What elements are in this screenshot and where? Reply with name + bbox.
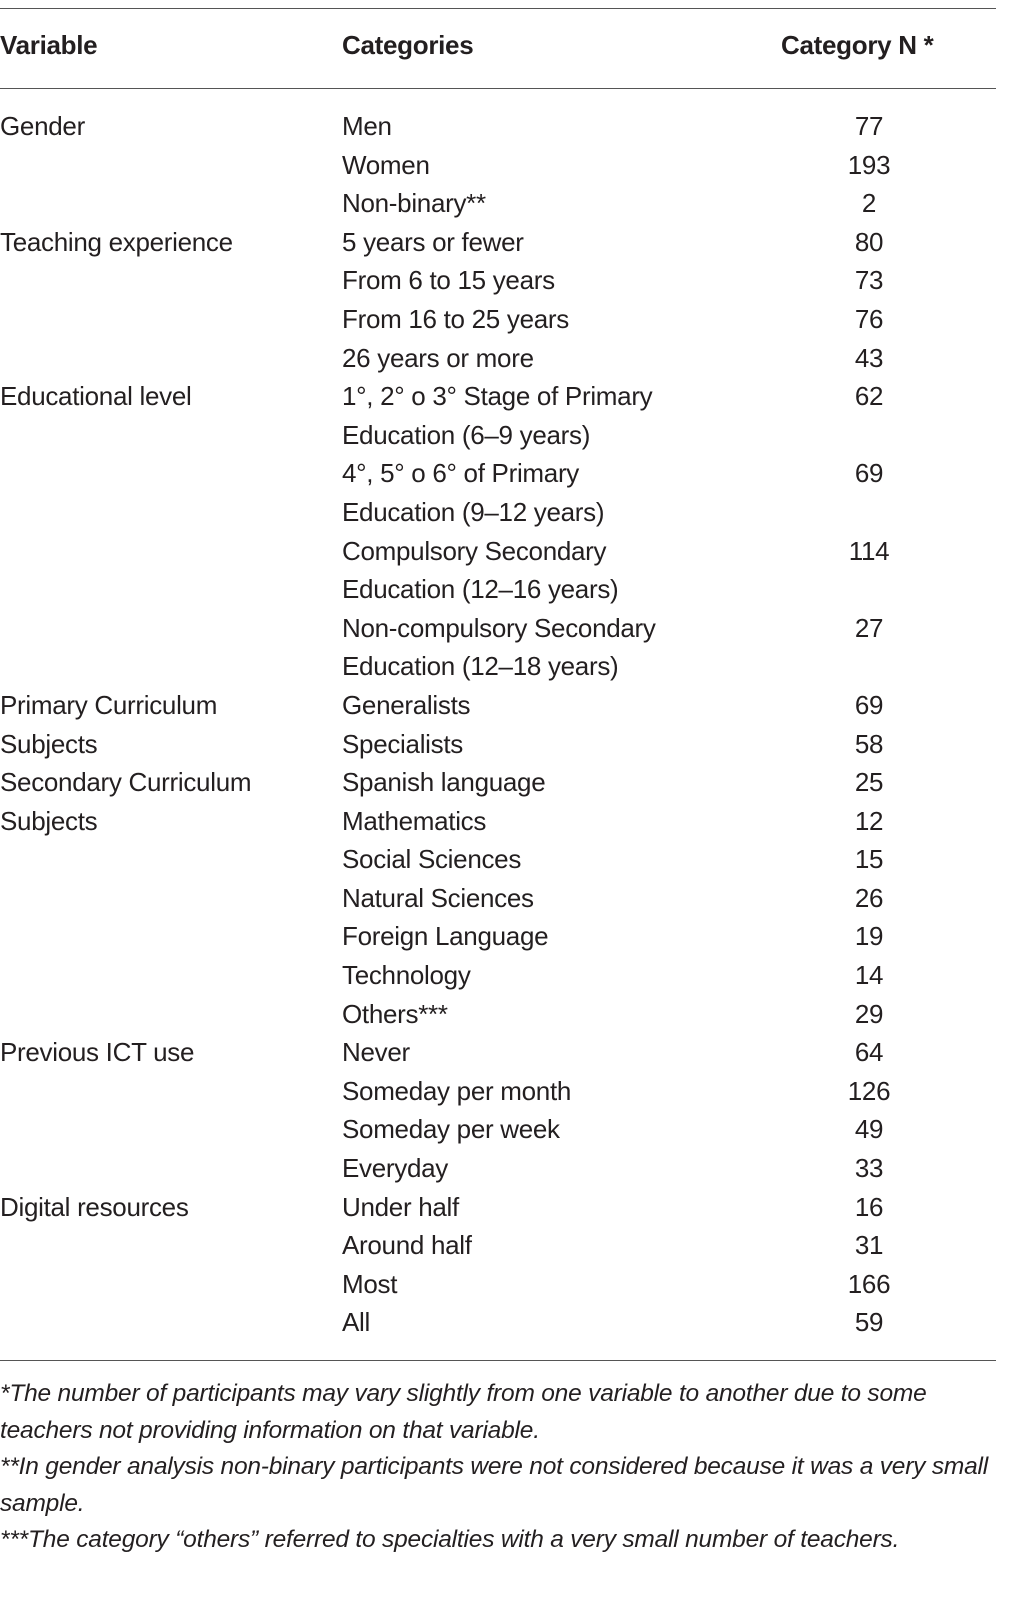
footnote-3: ***The category “others” referred to specialties with a very small number of teachers.: [0, 1526, 900, 1553]
row-n-cell: 80: [854, 226, 884, 257]
row-n-cell: 58: [854, 728, 884, 759]
row-category-cell: Men: [342, 111, 392, 141]
row-n-cell: 114: [848, 535, 890, 566]
table-row: [0, 1072, 996, 1111]
row-n-cell: 14: [854, 960, 884, 991]
table-row: [0, 261, 996, 300]
row-variable-cell: Primary Curriculum: [0, 689, 218, 720]
row-n-cell: 25: [854, 767, 884, 798]
row-n-cell: 77: [854, 111, 884, 141]
table-row: [0, 1265, 996, 1304]
table-row: [0, 532, 996, 571]
row-n-cell: 27: [854, 612, 884, 643]
table-top-rule: [0, 8, 996, 9]
row-n-cell: 31: [854, 1230, 884, 1261]
column-header-categories: Categories: [342, 30, 474, 60]
row-category-cell: All: [342, 1307, 370, 1338]
table-row: [0, 107, 996, 146]
row-category-cell: Most: [342, 1268, 398, 1299]
footnote-1: *The number of participants may vary slightly from one variable to another due to some teachers not providing information on that variable.: [0, 1380, 927, 1444]
row-variable-cell: Secondary Curriculum: [0, 767, 252, 798]
table-row: [0, 184, 996, 223]
row-variable-cell: Gender: [0, 111, 85, 141]
row-variable-cell: Educational level: [0, 381, 192, 412]
row-n-cell: 43: [854, 342, 884, 373]
row-category-cell: Non-compulsory Secondary: [342, 612, 656, 643]
row-category-cell: Natural Sciences: [342, 882, 534, 913]
row-variable-cell: Subjects: [0, 805, 98, 836]
row-n-cell: 76: [854, 303, 884, 334]
table-row: [0, 879, 996, 918]
row-variable-cell: Previous ICT use: [0, 1037, 195, 1068]
row-category-cell: Foreign Language: [342, 921, 549, 952]
table-row: [0, 995, 996, 1034]
table-row: [0, 493, 996, 532]
row-category-cell: Non-binary**: [342, 188, 486, 219]
table-row: [0, 725, 996, 764]
row-variable-cell: Subjects: [0, 728, 98, 759]
table-row: [0, 1226, 996, 1265]
row-category-cell: Others***: [342, 998, 448, 1029]
row-n-cell: 73: [854, 265, 884, 296]
table-row: [0, 416, 996, 455]
table-row: [0, 1303, 996, 1342]
row-n-cell: 49: [854, 1114, 884, 1145]
row-category-cell: Social Sciences: [342, 844, 522, 875]
column-header-variable: Variable: [0, 30, 98, 60]
footnote-2: **In gender analysis non-binary participants were not considered because it was a very small sample.: [0, 1453, 988, 1517]
row-category-cell: Education (9–12 years): [342, 496, 605, 527]
row-category-cell: Specialists: [342, 728, 463, 759]
row-category-cell: Under half: [342, 1191, 459, 1222]
row-n-cell: 26: [854, 882, 884, 913]
table-row: [0, 146, 996, 185]
row-category-cell: Everyday: [342, 1153, 448, 1184]
row-n-cell: 166: [847, 1268, 891, 1299]
table-row: [0, 223, 996, 262]
row-category-cell: Spanish language: [342, 767, 546, 798]
table-row: [0, 1033, 996, 1072]
table-row: [0, 570, 996, 609]
table-row: [0, 300, 996, 339]
row-n-cell: 69: [854, 689, 884, 720]
row-category-cell: Women: [342, 149, 430, 180]
table-row: [0, 956, 996, 995]
row-category-cell: Compulsory Secondary: [342, 535, 607, 566]
row-category-cell: Around half: [342, 1230, 472, 1261]
row-category-cell: Generalists: [342, 689, 471, 720]
row-category-cell: Mathematics: [342, 805, 487, 836]
table-row: [0, 339, 996, 378]
row-category-cell: 1°, 2° o 3° Stage of Primary: [342, 381, 653, 412]
table-body: [0, 107, 996, 1342]
row-variable-cell: Digital resources: [0, 1191, 189, 1222]
row-category-cell: Someday per month: [342, 1075, 572, 1106]
table-row: [0, 840, 996, 879]
table-row: [0, 647, 996, 686]
row-n-cell: 2: [861, 188, 877, 219]
row-category-cell: 26 years or more: [342, 342, 534, 373]
row-category-cell: Someday per week: [342, 1114, 560, 1145]
row-category-cell: Never: [342, 1037, 410, 1068]
row-n-cell: 15: [854, 844, 884, 875]
row-n-cell: 69: [854, 458, 884, 489]
table-row: [0, 454, 996, 493]
table-row: [0, 802, 996, 841]
table-row: [0, 609, 996, 648]
row-n-cell: 126: [847, 1075, 891, 1106]
table-row: [0, 917, 996, 956]
table-row: [0, 763, 996, 802]
row-n-cell: 19: [854, 921, 884, 952]
column-header-category-n: Category N *: [781, 30, 934, 60]
table-row: [0, 1188, 996, 1227]
row-variable-cell: Teaching experience: [0, 226, 233, 257]
row-n-cell: 62: [854, 381, 884, 412]
row-category-cell: Education (12–18 years): [342, 651, 619, 682]
row-category-cell: Education (6–9 years): [342, 419, 591, 450]
row-n-cell: 16: [854, 1191, 884, 1222]
row-category-cell: From 16 to 25 years: [342, 303, 569, 334]
row-n-cell: 59: [854, 1307, 884, 1338]
table-row: [0, 1110, 996, 1149]
row-n-cell: 64: [854, 1037, 884, 1068]
row-n-cell: 12: [854, 805, 884, 836]
table-row: [0, 1149, 996, 1188]
row-category-cell: From 6 to 15 years: [342, 265, 555, 296]
row-category-cell: Technology: [342, 960, 471, 991]
row-n-cell: 29: [854, 998, 884, 1029]
row-category-cell: 5 years or fewer: [342, 226, 524, 257]
table-row: [0, 686, 996, 725]
table-bottom-rule: [0, 1360, 996, 1361]
row-category-cell: Education (12–16 years): [342, 574, 619, 605]
table-row: [0, 377, 996, 416]
row-n-cell: 193: [847, 149, 891, 180]
header-bottom-rule: [0, 88, 996, 89]
footnotes: [0, 1376, 1000, 1559]
row-n-cell: 33: [854, 1153, 884, 1184]
row-category-cell: 4°, 5° o 6° of Primary: [342, 458, 580, 489]
